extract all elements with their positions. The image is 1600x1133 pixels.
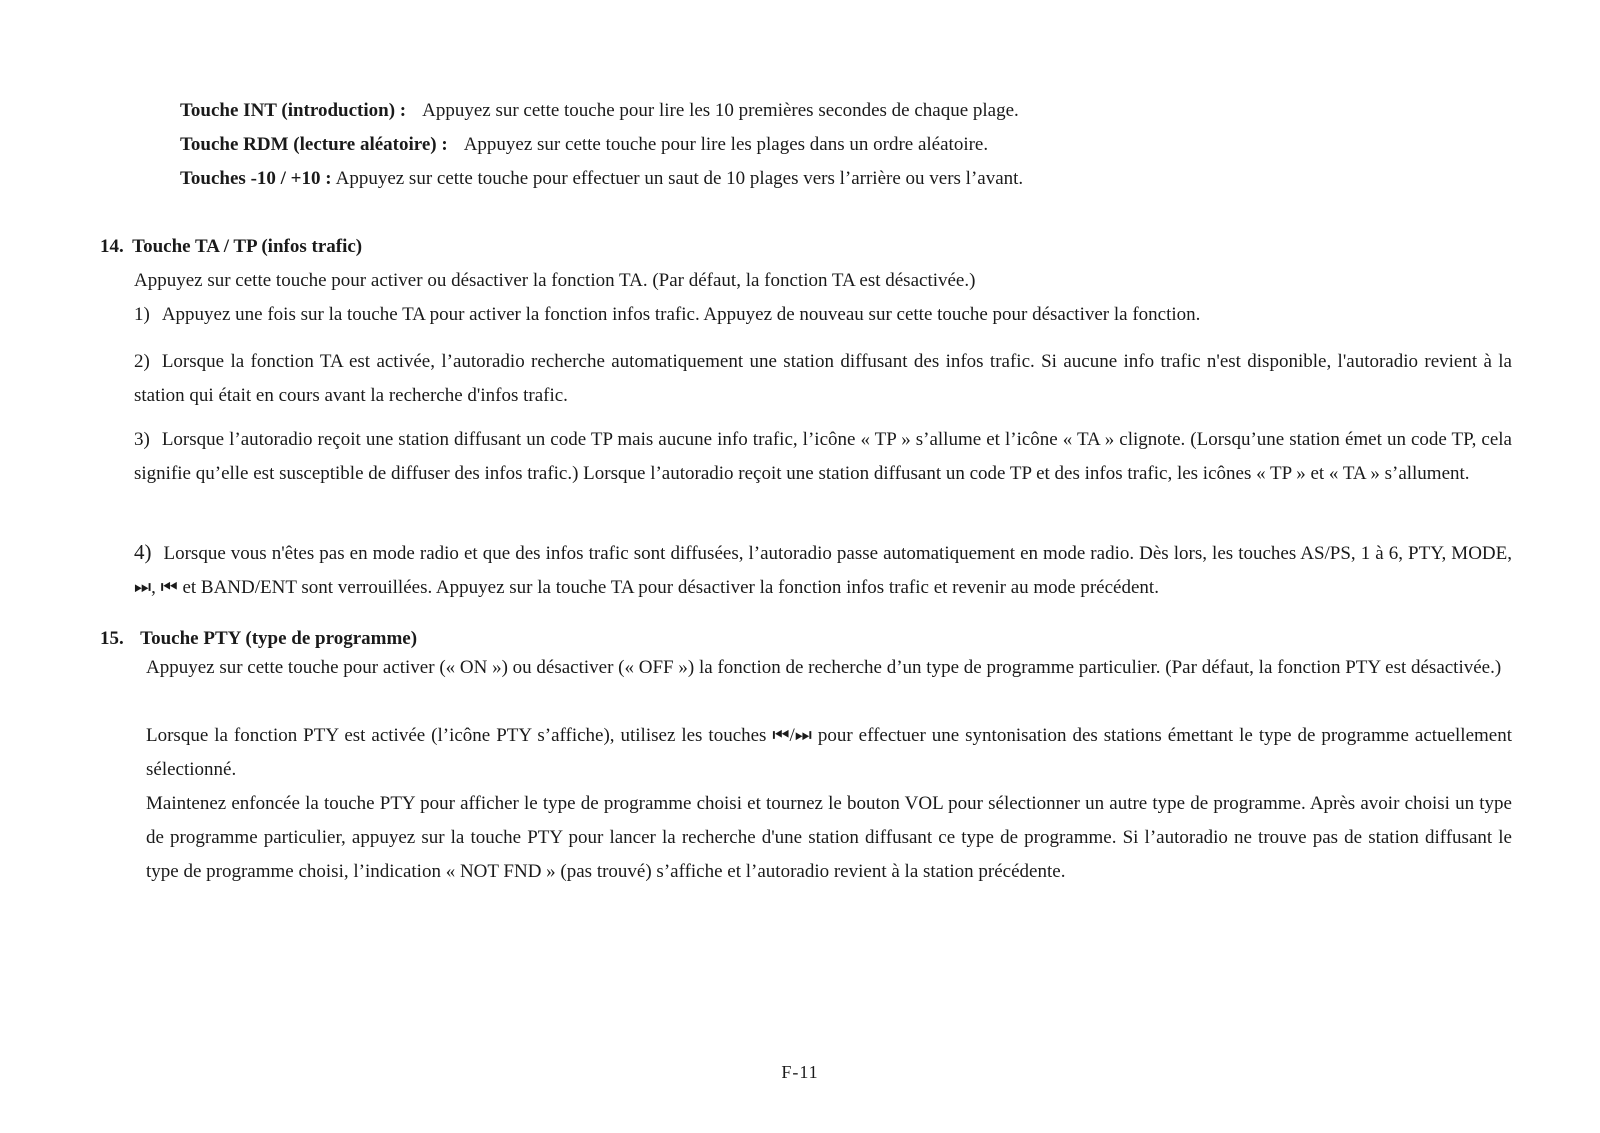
section-14-intro: Appuyez sur cette touche pour activer ou désactiver la fonction TA. (Par défaut, la fonction TA est désactivée.) — [134, 270, 976, 291]
item-number: 3) — [134, 429, 150, 450]
section-14-number: 14. — [100, 236, 124, 257]
section-15-number: 15. — [100, 628, 124, 649]
item-text: Lorsque vous n'êtes pas en mode radio et que des infos trafic sont diffusées, l’autoradio passe automatiquement en mode radio. Dès lors, les touches AS/PS, 1 à 6, PTY, MODE, ⏭, ⏮ et BAND/ENT sont verrouillées. Appuyez sur la touche TA pour désactiver la fonction infos trafic et revenir au mode précédent. — [134, 543, 1512, 598]
item-number: 4) — [134, 540, 152, 564]
section-14-item-4 — [134, 535, 1512, 605]
section-14-item-2 — [134, 345, 1512, 413]
intro-line-skip — [180, 167, 1023, 191]
page-number: F-11 — [781, 1062, 819, 1082]
item-number: 2) — [134, 351, 150, 372]
item-text: Appuyez une fois sur la touche TA pour activer la fonction infos trafic. Appuyez de nouveau sur cette touche pour désactiver la fonction. — [161, 304, 1201, 325]
section-15-paragraph-1: Appuyez sur cette touche pour activer (« ON ») ou désactiver (« OFF ») la fonction de recherche d’un type de programme particulier. (Par défaut, la fonction PTY est désactivée.) — [146, 657, 1502, 678]
intro-line-rdm — [180, 133, 988, 157]
intro-label-int: Touche INT (introduction) : — [180, 100, 407, 121]
intro-label-rdm: Touche RDM (lecture aléatoire) : — [180, 134, 448, 155]
section-15-heading — [100, 627, 417, 651]
intro-text-int: Appuyez sur cette touche pour lire les 10 premières secondes de chaque plage. — [422, 100, 1019, 121]
intro-label-skip: Touches -10 / +10 : — [180, 168, 332, 189]
section-14-title: Touche TA / TP (infos trafic) — [132, 236, 363, 257]
section-15-paragraph-2: Lorsque la fonction PTY est activée (l’icône PTY s’affiche), utilisez les touches ⏮/⏭ pour effectuer une syntonisation des stations émettant le type de programme actuellement sélectionné. — [146, 725, 1512, 780]
intro-text-skip: Appuyez sur cette touche pour effectuer un saut de 10 plages vers l’arrière ou vers l’avant. — [335, 168, 1024, 189]
section-14-item-3 — [134, 423, 1512, 491]
item-text: Lorsque la fonction TA est activée, l’autoradio recherche automatiquement une station diffusant des infos trafic. Si aucune info trafic n'est disponible, l'autoradio revient à la station qui était en cours avant la recherche d'infos trafic. — [134, 351, 1512, 406]
section-15-title: Touche PTY (type de programme) — [140, 628, 418, 649]
intro-text-rdm: Appuyez sur cette touche pour lire les plages dans un ordre aléatoire. — [463, 134, 989, 155]
item-text: Lorsque l’autoradio reçoit une station diffusant un code TP mais aucune info trafic, l’icône « TP » s’allume et l’icône « TA » clignote. (Lorsqu’une station émet un code TP, cela signifie qu’elle est susceptible de diffuser des infos trafic.) Lorsque l’autoradio reçoit une station diffusant un code TP et des infos trafic, les icônes « TP » et « TA » s’allument. — [134, 429, 1512, 484]
item-number: 1) — [134, 304, 150, 325]
section-14-heading — [100, 235, 362, 259]
section-14-item-1 — [134, 303, 1200, 327]
section-15-paragraph-3: Maintenez enfoncée la touche PTY pour afficher le type de programme choisi et tournez le bouton VOL pour sélectionner un autre type de programme. Après avoir choisi un type de programme particulier, appuyez sur la touche PTY pour lancer la recherche d'une station diffusant ce type de programme. Si l’autoradio ne trouve pas de station diffusant le type de programme choisi, l’indication « NOT FND » (pas trouvé) s’affiche et l’autoradio revient à la station précédente. — [146, 793, 1512, 882]
intro-line-int — [180, 99, 1019, 123]
